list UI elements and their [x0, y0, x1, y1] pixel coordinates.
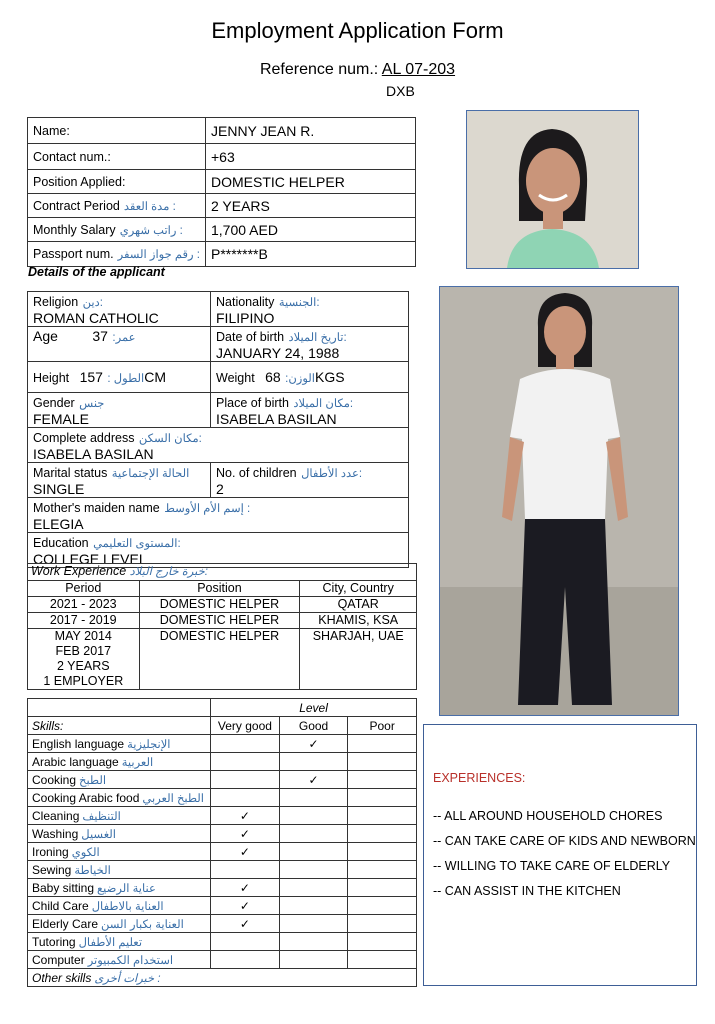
height-arabic: الطول :	[107, 372, 145, 385]
pob-cell	[211, 393, 409, 428]
skill-name-cell	[28, 825, 211, 843]
check-icon: ✓	[239, 916, 250, 931]
religion-value: ROMAN CATHOLIC	[33, 310, 159, 326]
skills-table	[27, 698, 417, 987]
skill-row	[28, 771, 417, 789]
skill-name-cell	[28, 861, 211, 879]
skill-level-cell	[279, 825, 348, 843]
gender-cell	[28, 393, 211, 428]
skills-label: Skills:	[28, 717, 211, 735]
experience-item: -- ALL AROUND HOUSEHOLD CHORES	[433, 809, 663, 823]
children-cell	[211, 463, 409, 498]
basic-info-label-cell	[28, 144, 206, 170]
work-period: 2021 - 2023	[28, 597, 140, 613]
skill-arabic: العناية بكبار السن	[101, 918, 184, 931]
skill-level-cell	[348, 879, 417, 897]
skill-arabic: الطبخ العربي	[142, 792, 205, 805]
height-label: Height	[33, 370, 70, 385]
skill-level-cell	[348, 807, 417, 825]
reference-label: Reference num.:	[259, 61, 379, 78]
skill-level-cell	[279, 771, 348, 789]
skill-row	[28, 753, 417, 771]
skill-name: Computer	[32, 952, 85, 967]
dob-arabic: تاريخ الميلاد:	[288, 332, 347, 344]
nationality-arabic: الجنسية:	[278, 297, 320, 309]
skill-name: Cooking	[32, 772, 77, 787]
work-period: 2017 - 2019	[28, 613, 140, 629]
basic-info-row	[28, 170, 416, 194]
skill-name: English language	[32, 736, 125, 751]
pob-arabic: مكان الميلاد:	[293, 398, 354, 410]
work-position: DOMESTIC HELPER	[139, 613, 300, 629]
skill-level-cell	[348, 933, 417, 951]
experience-item: -- WILLING TO TAKE CARE OF ELDERLY	[433, 859, 671, 873]
work-title-cell	[28, 564, 417, 581]
dob-cell	[211, 327, 409, 362]
age-value: 37	[92, 328, 108, 344]
skill-level-cell	[348, 915, 417, 933]
skill-level-cell	[279, 789, 348, 807]
work-period-line: FEB 2017	[55, 644, 112, 658]
nationality-cell	[211, 292, 409, 327]
age-arabic: عمر:	[112, 332, 136, 344]
skill-level-cell	[348, 789, 417, 807]
skills-level-good: Good	[279, 717, 348, 735]
basic-info-label: Name:	[33, 123, 70, 138]
work-period-line: MAY 2014	[54, 629, 112, 643]
skill-name-cell	[28, 933, 211, 951]
skill-level-cell	[348, 771, 417, 789]
age-label: Age	[33, 328, 58, 344]
children-label: No. of children	[216, 466, 297, 480]
skill-level-cell	[211, 753, 280, 771]
skill-level-cell	[348, 861, 417, 879]
skill-row	[28, 789, 417, 807]
experience-item: -- CAN TAKE CARE OF KIDS AND NEWBORN	[433, 834, 696, 848]
other-skills-cell	[28, 969, 417, 987]
basic-info-label: Contract Period	[33, 198, 120, 213]
experiences-title: EXPERIENCES:	[433, 771, 526, 785]
skills-level-very-good: Very good	[211, 717, 280, 735]
gender-label: Gender	[33, 396, 75, 410]
skill-arabic: استخدام الكمبيوتر	[87, 954, 174, 967]
skill-row	[28, 951, 417, 969]
basic-info-row	[28, 242, 416, 267]
basic-info-label-cell	[28, 218, 206, 242]
skill-level-cell	[211, 789, 280, 807]
skill-level-cell	[279, 735, 348, 753]
skill-name-cell	[28, 771, 211, 789]
mother-value: ELEGIA	[33, 516, 84, 532]
basic-info-label: Position Applied:	[33, 174, 126, 189]
weight-label: Weight	[216, 370, 255, 385]
check-icon: ✓	[308, 772, 319, 787]
check-icon: ✓	[239, 880, 250, 895]
skill-name: Sewing	[32, 862, 72, 877]
gender-value: FEMALE	[33, 411, 90, 427]
marital-value: SINGLE	[33, 481, 85, 497]
address-cell	[28, 428, 409, 463]
skill-name: Baby sitting	[32, 880, 95, 895]
skill-level-cell	[211, 915, 280, 933]
reference-line	[0, 61, 715, 79]
skill-level-cell	[279, 933, 348, 951]
skill-arabic: الإنجليزية	[127, 738, 171, 751]
skill-name: Washing	[32, 826, 79, 841]
skill-level-cell	[279, 951, 348, 969]
skill-row	[28, 735, 417, 753]
pob-value: ISABELA BASILAN	[216, 411, 337, 427]
skill-name-cell	[28, 789, 211, 807]
basic-info-row	[28, 144, 416, 170]
skill-name-cell	[28, 879, 211, 897]
children-arabic: عدد الأطفال:	[301, 468, 363, 480]
skill-name-cell	[28, 915, 211, 933]
skill-name: Cooking Arabic food	[32, 790, 140, 805]
skill-row	[28, 843, 417, 861]
skill-level-cell	[348, 843, 417, 861]
skills-blank-cell	[28, 699, 211, 717]
basic-info-label-cell	[28, 194, 206, 218]
work-city: KHAMIS, KSA	[300, 613, 417, 629]
skill-row	[28, 825, 417, 843]
age-cell	[28, 327, 211, 362]
skill-level-cell	[348, 753, 417, 771]
headshot-photo	[466, 110, 639, 269]
address-value: ISABELA BASILAN	[33, 446, 154, 462]
skill-level-cell	[211, 879, 280, 897]
skills-level-poor: Poor	[348, 717, 417, 735]
basic-info-label-cell	[28, 242, 206, 267]
basic-info-label-cell	[28, 170, 206, 194]
full-body-photo	[439, 286, 679, 716]
basic-info-label: Contact num.:	[33, 149, 111, 164]
skill-level-cell	[211, 771, 280, 789]
basic-info-value: 1,700 AED	[206, 218, 416, 242]
work-header-position: Position	[139, 581, 300, 597]
basic-info-value: +63	[206, 144, 416, 170]
basic-info-arabic: مدة العقد :	[123, 200, 176, 213]
basic-info-row	[28, 218, 416, 242]
religion-arabic: دين:	[82, 297, 103, 309]
skill-level-cell	[348, 897, 417, 915]
work-employer-count: 1 EMPLOYER	[43, 674, 124, 688]
weight-value: 68KGS	[265, 368, 345, 385]
religion-label: Religion	[33, 295, 79, 309]
pob-label: Place of birth	[216, 396, 289, 410]
basic-info-value: JENNY JEAN R.	[206, 118, 416, 144]
skill-arabic: تعليم الأطفال	[78, 936, 143, 949]
work-duration: 2 YEARS	[56, 659, 110, 673]
basic-info-row	[28, 194, 416, 218]
education-arabic: المستوى التعليمي:	[93, 538, 181, 550]
skill-name: Arabic language	[32, 754, 119, 769]
skill-level-cell	[211, 825, 280, 843]
skill-name: Child Care	[32, 898, 89, 913]
nationality-value: FILIPINO	[216, 310, 275, 326]
skill-level-cell	[279, 753, 348, 771]
weight-cell	[211, 362, 409, 393]
skill-arabic: التنظيف	[82, 810, 121, 823]
height-value: 157CM	[79, 368, 167, 385]
work-city: SHARJAH, UAE	[300, 629, 417, 690]
education-value: COLLEGE LEVEL	[33, 551, 147, 567]
basic-info-label-cell	[28, 118, 206, 144]
work-title-arabic: خبرة خارج البلاد:	[129, 566, 208, 578]
skill-level-cell	[211, 843, 280, 861]
work-position: DOMESTIC HELPER	[139, 597, 300, 613]
skill-row	[28, 879, 417, 897]
details-title: Details of the applicant	[28, 265, 165, 279]
skill-row	[28, 897, 417, 915]
skill-row	[28, 933, 417, 951]
skill-arabic: عناية الرضيع	[97, 882, 156, 895]
basic-info-label: Monthly Salary	[33, 222, 116, 237]
work-period	[28, 629, 140, 690]
reference-number: AL 07-203	[381, 61, 456, 78]
basic-info-value: 2 YEARS	[206, 194, 416, 218]
other-skills-label: Other skills	[32, 970, 92, 985]
skill-arabic: الكوي	[71, 846, 100, 859]
skill-arabic: العربية	[121, 756, 154, 769]
skill-level-cell	[279, 843, 348, 861]
skills-level-row	[28, 699, 417, 717]
skill-name-cell	[28, 951, 211, 969]
education-label: Education	[33, 536, 89, 550]
skill-level-cell	[279, 897, 348, 915]
basic-info-value: DOMESTIC HELPER	[206, 170, 416, 194]
marital-arabic: الحالة الإجتماعية	[111, 468, 190, 480]
check-icon: ✓	[308, 736, 319, 751]
skill-level-cell	[279, 807, 348, 825]
skill-name-cell	[28, 735, 211, 753]
skill-level-cell	[211, 951, 280, 969]
dob-label: Date of birth	[216, 330, 285, 344]
skill-level-cell	[211, 735, 280, 753]
work-city: QATAR	[300, 597, 417, 613]
nationality-label: Nationality	[216, 295, 275, 309]
work-title: Work Experience	[31, 564, 127, 578]
skill-level-cell	[211, 807, 280, 825]
work-header-city: City, Country	[300, 581, 417, 597]
check-icon: ✓	[239, 826, 250, 841]
skill-name: Elderly Care	[32, 916, 99, 931]
experience-item: -- CAN ASSIST IN THE KITCHEN	[433, 884, 621, 898]
work-position: DOMESTIC HELPER	[139, 629, 300, 690]
skill-level-cell	[348, 735, 417, 753]
gender-arabic: جنس	[79, 398, 105, 410]
marital-cell	[28, 463, 211, 498]
skill-arabic: الخياطة	[74, 864, 111, 877]
check-icon: ✓	[239, 808, 250, 823]
other-skills-arabic: خبرات أخرى :	[94, 972, 161, 985]
skill-level-cell	[279, 879, 348, 897]
skills-level-header: Level	[211, 699, 417, 717]
skill-name-cell	[28, 807, 211, 825]
skill-level-cell	[211, 933, 280, 951]
skills-header-row	[28, 717, 417, 735]
mother-cell	[28, 498, 409, 533]
details-table	[27, 291, 409, 568]
skill-arabic: الطبخ	[79, 774, 107, 787]
check-icon: ✓	[239, 898, 250, 913]
branch-code: DXB	[386, 83, 415, 99]
skill-level-cell	[279, 915, 348, 933]
weight-arabic: الوزن:	[285, 372, 316, 385]
skill-level-cell	[211, 897, 280, 915]
religion-cell	[28, 292, 211, 327]
basic-info-arabic: رقم جواز السفر :	[117, 249, 200, 261]
skill-row	[28, 915, 417, 933]
marital-label: Marital status	[33, 466, 108, 480]
skill-name: Ironing	[32, 844, 69, 859]
skill-level-cell	[211, 861, 280, 879]
skill-name: Tutoring	[32, 934, 76, 949]
skill-level-cell	[279, 861, 348, 879]
children-value: 2	[216, 481, 224, 497]
work-experience-table	[27, 563, 417, 690]
skill-name-cell	[28, 753, 211, 771]
address-arabic: مكان السكن:	[138, 433, 202, 445]
other-skills-row	[28, 969, 417, 987]
check-icon: ✓	[239, 844, 250, 859]
skill-level-cell	[348, 951, 417, 969]
dob-value: JANUARY 24, 1988	[216, 345, 340, 361]
basic-info-value: P*******B	[206, 242, 416, 267]
basic-info-table	[27, 117, 416, 267]
skill-arabic: الغسيل	[81, 828, 116, 841]
page-title: Employment Application Form	[211, 18, 504, 43]
skill-name-cell	[28, 897, 211, 915]
skill-arabic: العناية بالاطفال	[91, 900, 164, 913]
work-header-period: Period	[28, 581, 140, 597]
height-cell	[28, 362, 211, 393]
skill-row	[28, 861, 417, 879]
basic-info-row	[28, 118, 416, 144]
basic-info-label: Passport num.	[33, 247, 114, 261]
basic-info-arabic: راتب شهري :	[119, 224, 183, 237]
skill-level-cell	[348, 825, 417, 843]
mother-label: Mother's maiden name	[33, 501, 160, 515]
skill-name-cell	[28, 843, 211, 861]
address-label: Complete address	[33, 431, 135, 445]
skill-row	[28, 807, 417, 825]
mother-arabic: إسم الأم الأوسط :	[164, 503, 251, 515]
skill-name: Cleaning	[32, 808, 80, 823]
experiences-box	[423, 724, 697, 986]
